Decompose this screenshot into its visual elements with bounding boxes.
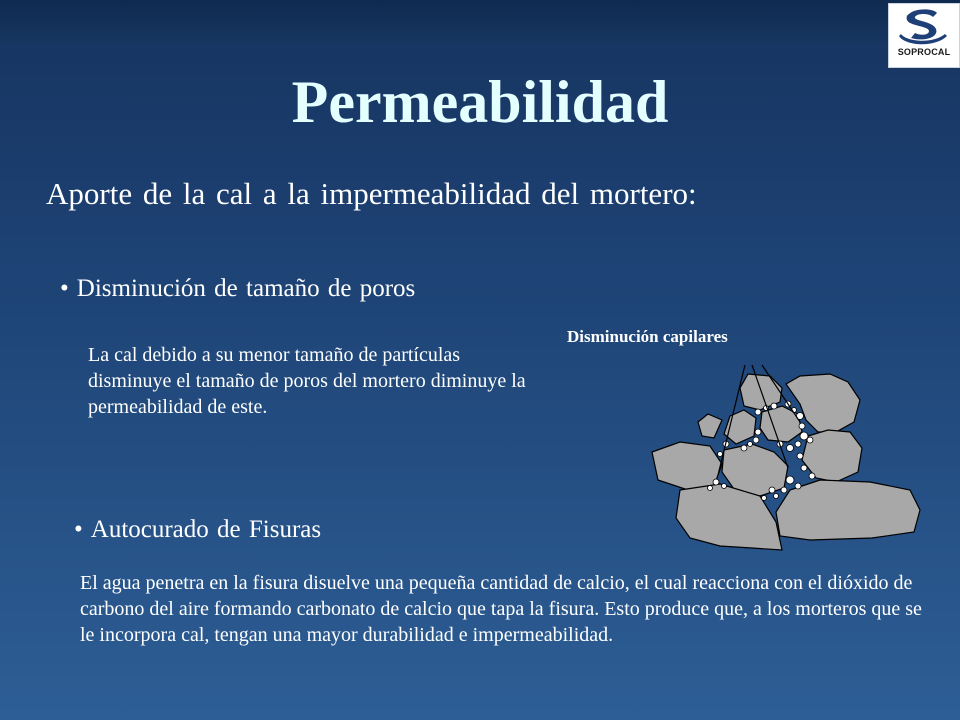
slide-title: Permeabilidad <box>291 69 669 135</box>
self-healing-paragraph: El agua penetra en la fisura disuelve una pequeña cantidad de calcio, el cual reacciona con el dióxido de carbono del aire formando carbonato de calcio que tapa la fisura. Esto produce que, a los morteros que se le incorpora cal, tengan una mayor durabilidad e impermeabilidad. <box>80 572 922 646</box>
soprocal-s-logo-icon <box>889 4 959 48</box>
bullet-marker: • <box>60 275 69 302</box>
bullet-label: Disminución de tamaño de poros <box>76 275 416 302</box>
bullet-crack-self-healing <box>74 515 321 545</box>
aggregate-pores-diagram-icon <box>640 340 930 565</box>
top-band <box>0 0 960 42</box>
pore-size-paragraph: La cal debido a su menor tamaño de partículas disminuye el tamaño de poros del mortero diminuye la permeabilidad de este. <box>88 344 526 418</box>
bullet-marker: • <box>74 516 83 543</box>
soprocal-logo <box>888 3 960 68</box>
stone <box>652 442 722 490</box>
figure-caption: Disminución capilares <box>567 327 728 346</box>
bullet-pore-size <box>60 274 415 304</box>
stone <box>698 414 722 438</box>
stone <box>724 410 756 444</box>
bullet-label: Autocurado de Fisuras <box>90 516 322 543</box>
slide-subtitle: Aporte de la cal a la impermeabilidad del mortero: <box>46 176 697 211</box>
logo-text: SOPROCAL <box>897 47 951 57</box>
